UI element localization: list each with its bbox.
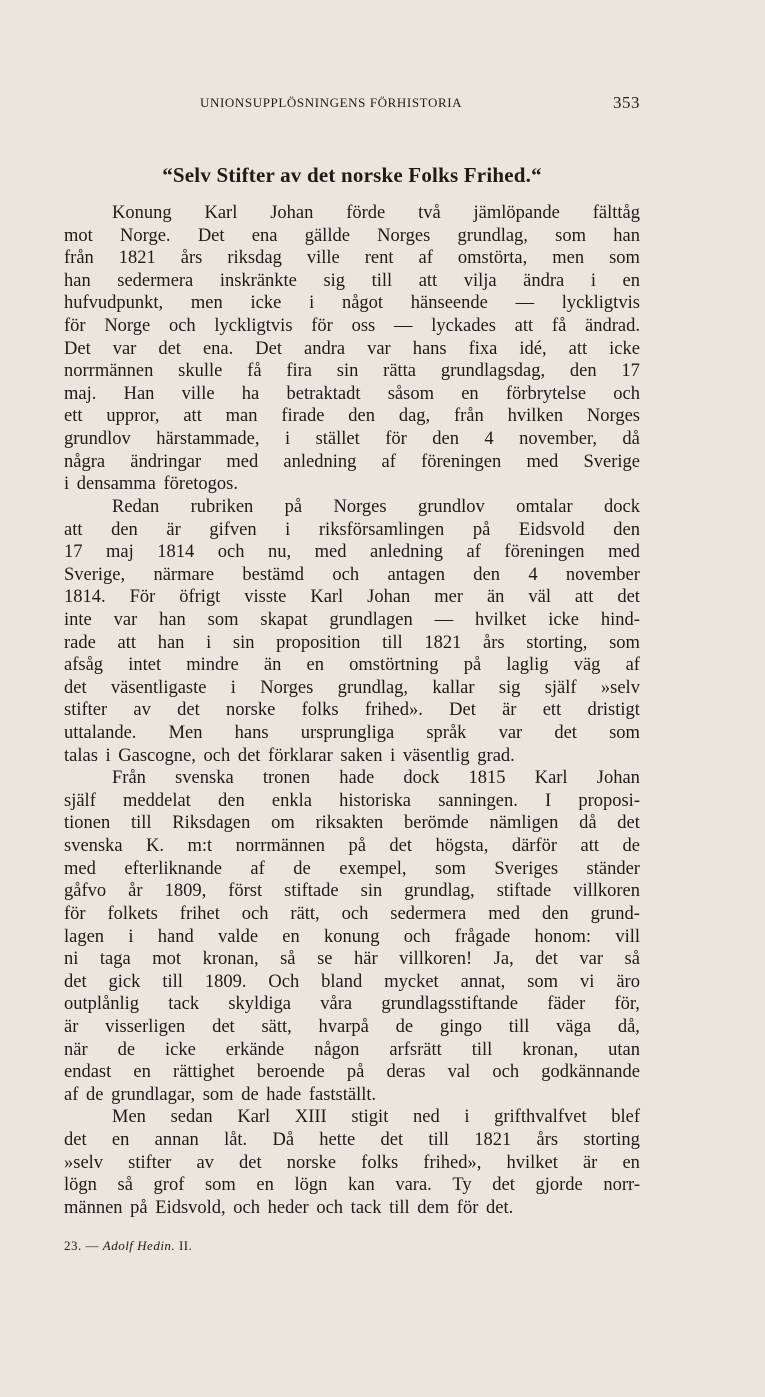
text-line: svenska K. m:t norrmännen på det högsta, därför att de bbox=[64, 836, 640, 857]
text-line: från 1821 års riksdag ville rent af omstörta, men som bbox=[64, 248, 640, 269]
text-line: det gick till 1809. Och bland mycket annat, som vi äro bbox=[64, 971, 640, 992]
text-line: Sverige, närmare bestämd och antagen den 4 november bbox=[64, 564, 640, 585]
text-line: några ändringar med anledning af föreningen med Sverige bbox=[64, 451, 640, 472]
text-line: rade att han i sin proposition till 1821 års storting, som bbox=[64, 632, 640, 653]
text-line: i densamma företogos. bbox=[64, 474, 238, 495]
text-line: 17 maj 1814 och nu, med anledning af föreningen med bbox=[64, 542, 640, 563]
running-title: UNIONSUPPLÖSNINGENS FÖRHISTORIA bbox=[200, 95, 463, 110]
text-line: det en annan låt. Då hette det till 1821 års storting bbox=[64, 1129, 640, 1150]
text-line: det väsentligaste i Norges grundlag, kallar sig själf »selv bbox=[64, 677, 640, 698]
running-head bbox=[64, 93, 640, 115]
text-line: för folkets frihet och rätt, och sedermera med den grund- bbox=[64, 903, 640, 924]
text-line: själf meddelat den enkla historiska sanningen. I proposi- bbox=[64, 790, 640, 811]
text-line: lögn så grof som en lögn kan vara. Ty det gjorde norr- bbox=[64, 1175, 640, 1196]
text-line: »selv stifter av det norske folks frihed», hvilket är en bbox=[64, 1152, 640, 1173]
text-line: uttalande. Men hans ursprungliga språk var det som bbox=[64, 723, 640, 744]
page-number: 353 bbox=[613, 93, 640, 112]
author-name: Adolf Hedin. bbox=[102, 1238, 176, 1253]
paragraph bbox=[64, 202, 640, 496]
text-line: 1814. För öfrigt visste Karl Johan mer än väl att det bbox=[64, 587, 640, 608]
text-line: mot Norge. Det ena gällde Norges grundlag, som han bbox=[64, 225, 640, 246]
volume-number: II. bbox=[178, 1238, 193, 1253]
body-text bbox=[64, 202, 640, 1219]
text-line: lagen i hand valde en konung och frågade honom: vill bbox=[64, 926, 640, 947]
text-line: Från svenska tronen hade dock 1815 Karl Johan bbox=[112, 768, 640, 789]
text-line: för Norge och lyckligtvis för oss — lyckades att få ändrad. bbox=[64, 316, 640, 337]
text-line: när de icke erkände någon arfsrätt till kronan, utan bbox=[64, 1039, 640, 1060]
text-line: männen på Eidsvold, och heder och tack till dem för det. bbox=[64, 1197, 514, 1218]
text-line: endast en rättighet beroende på deras val och godkännande bbox=[64, 1062, 640, 1083]
text-line: ett uppror, att man firade den dag, från hvilken Norges bbox=[64, 406, 640, 427]
text-line: inte var han som skapat grundlagen — hvilket icke hind- bbox=[64, 609, 640, 630]
text-line: Redan rubriken på Norges grundlov omtalar dock bbox=[112, 496, 640, 517]
text-line: af de grundlagar, som de hade fastställt. bbox=[64, 1084, 377, 1105]
text-line: han sedermera inskränkte sig till att vilja ändra i en bbox=[64, 270, 640, 291]
text-line: grundlov härstammade, i stället för den 4 november, då bbox=[64, 429, 640, 450]
text-line: är visserligen det sätt, hvarpå de gingo till väga då, bbox=[64, 1016, 640, 1037]
text-line: outplånlig tack skyldiga våra grundlagsstiftande fäder för, bbox=[64, 994, 640, 1015]
paragraph bbox=[64, 1106, 640, 1219]
text-line: gåfvo år 1809, först stiftade sin grundlag, stiftade villkoren bbox=[64, 881, 640, 902]
section-title: “Selv Stifter av det norske Folks Frihed.“ bbox=[162, 163, 542, 187]
text-line: med efterliknande af de exempel, som Sveriges ständer bbox=[64, 858, 640, 879]
text-line: maj. Han ville ha betraktadt såsom en förbrytelse och bbox=[64, 383, 640, 404]
paragraph bbox=[64, 496, 640, 767]
text-line: hufvudpunkt, men icke i något hänseende — lyckligtvis bbox=[64, 293, 640, 314]
text-line: att den är gifven i riksförsamlingen på Eidsvold den bbox=[64, 519, 640, 540]
paragraph bbox=[64, 767, 640, 1106]
text-line: Men sedan Karl XIII stigit ned i grifthvalfvet blef bbox=[112, 1107, 640, 1128]
text-line: stifter av det norske folks frihed». Det är ett dristigt bbox=[64, 700, 640, 721]
footer-signature bbox=[64, 1238, 192, 1254]
signature-mark: 23. — bbox=[64, 1238, 99, 1253]
text-line: norrmännen skulle få fira sin rätta grundlagsdag, den 17 bbox=[64, 361, 640, 382]
text-line: Det var det ena. Det andra var hans fixa idé, att icke bbox=[64, 338, 640, 359]
text-line: ni taga mot kronan, så se här villkoren! Ja, det var så bbox=[64, 949, 640, 970]
text-line: talas i Gascogne, och det förklarar saken i väsentlig grad. bbox=[64, 745, 515, 766]
text-line: Konung Karl Johan förde två jämlöpande fälttåg bbox=[112, 203, 640, 223]
text-line: tionen till Riksdagen om riksakten berömde nämligen då det bbox=[64, 813, 640, 834]
text-line: afsåg intet mindre än en omstörtning på laglig väg af bbox=[64, 655, 640, 676]
